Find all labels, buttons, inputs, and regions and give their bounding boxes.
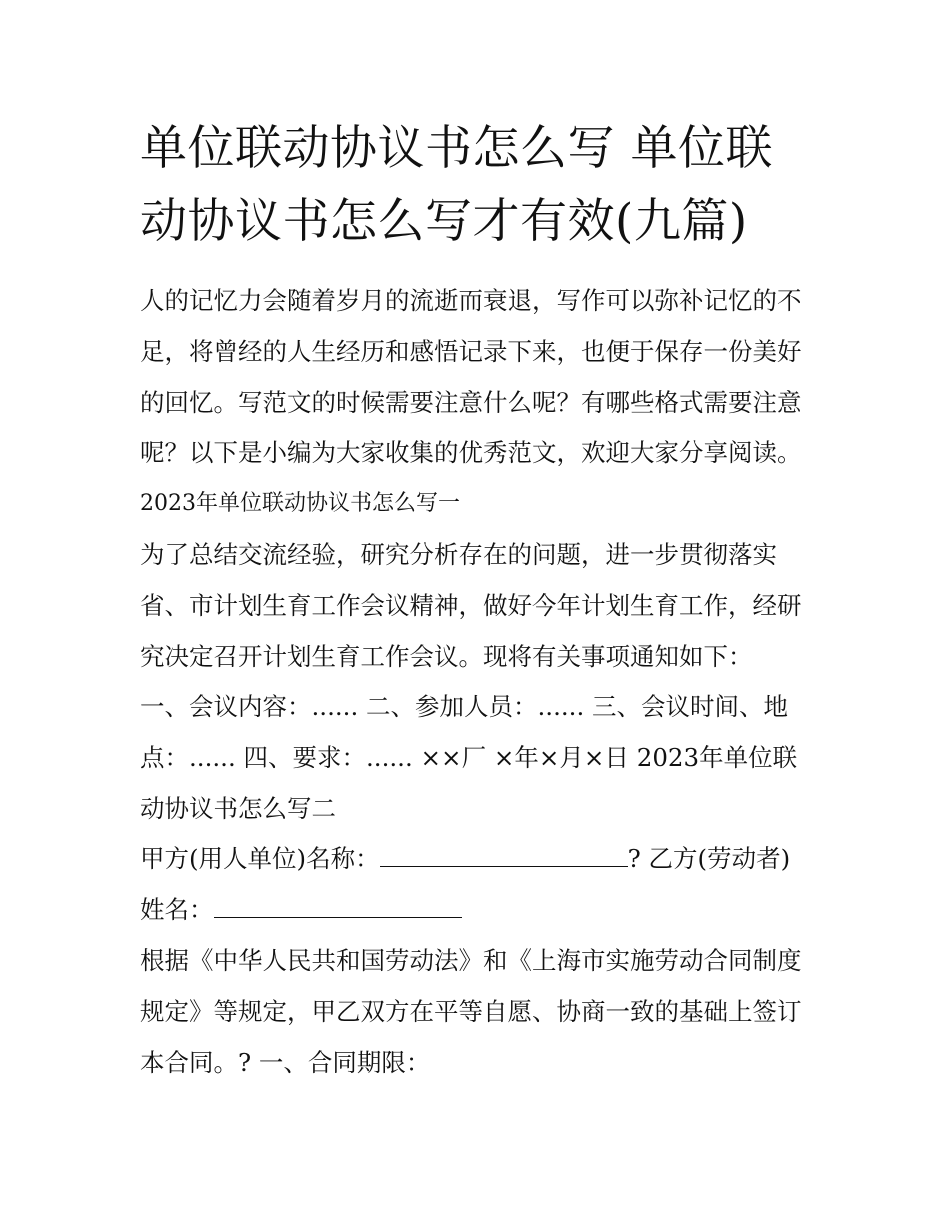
party-b-label: ? 乙方(劳动者) — [627, 844, 791, 873]
section-heading-1: 2023年单位联动协议书怎么写一 — [140, 491, 460, 516]
party-line — [140, 834, 820, 936]
name-blank — [214, 890, 462, 918]
document-title: 单位联动协议书怎么写 单位联动协议书怎么写才有效(九篇) — [140, 121, 773, 249]
intro-paragraph: 人的记忆力会随着岁月的流逝而衰退，写作可以弥补记忆的不足，将曾经的人生经历和感悟记录下来，也便于保存一份美好的回忆。写范文的时候需要注意什么呢？有哪些格式需要注意呢？以下是小编为大家收集的优秀范文，欢迎大家分享阅读。 — [140, 286, 802, 468]
contract-paragraph: 根据《中华人民共和国劳动法》和《上海市实施劳动合同制度规定》等规定，甲乙双方在平等自愿、协商一致的基础上签订本合同。? 一、合同期限： — [140, 946, 802, 1077]
section1-paragraph: 为了总结交流经验，研究分析存在的问题，进一步贯彻落实省、市计划生育工作会议精神，做好今年计划生育工作，经研究决定召开计划生育工作会议。现将有关事项通知如下： — [140, 540, 802, 671]
name-label: 姓名： — [140, 894, 214, 924]
section1-items: 一、会议内容：...... 二、参加人员：...... 三、会议时间、地点：...... 四、要求：...... ××厂 ×年×月×日 2023年单位联动协议书怎么写二 — [140, 692, 798, 823]
party-a-label: 甲方(用人单位)名称： — [140, 844, 380, 873]
party-a-blank — [380, 839, 628, 867]
